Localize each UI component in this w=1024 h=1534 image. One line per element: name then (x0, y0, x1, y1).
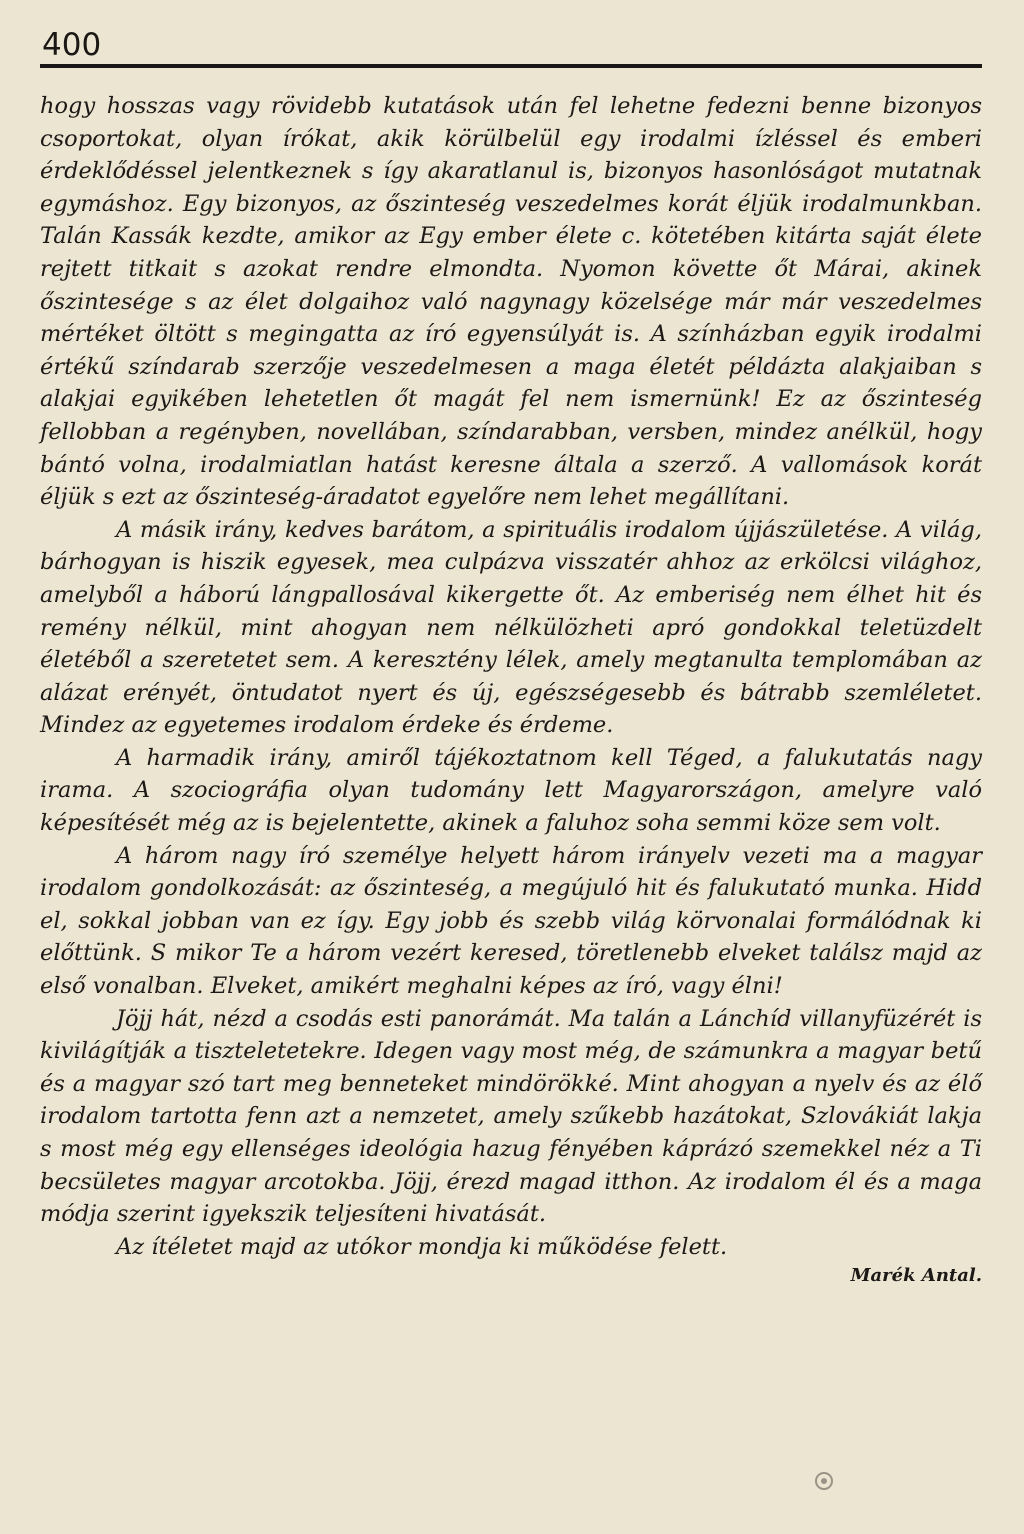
paragraph: Jöjj hát, nézd a csodás esti panorámát. Ma talán a Lánchíd villanyfüzérét is kivilágítják a tiszteletetekre. Idegen vagy most még, de számunkra a magyar betű és a magyar szó tart meg benneteket mindörökké. Mint ahogyan a nyelv és az élő irodalom tartotta fenn azt a nemzetet, amely szűkebb hazátokat, Szlovákiát lakja s most még egy ellenséges ideológia hazug fényében káprázó szemekkel néz a Ti becsületes magyar arcotokba. Jöjj, érezd magad itthon. Az irodalom él és a maga módja szerint igyekszik teljesíteni hivatását. (40, 1005, 982, 1228)
paragraph: A másik irány, kedves barátom, a spirituális irodalom újjászületése. A világ, bárhogyan is hiszik egyesek, mea culpázva visszatér ahhoz az erkölcsi világhoz, amelyből a háború lángpallosával kikergette őt. Az emberiség nem élhet hit és remény nélkül, mint ahogyan nem nélkülözheti apró gondokkal teletüzdelt életéből a szeretetet sem. A keresztény lélek, amely megtanulta templomában az alázat erényét, öntudatot nyert és új, egészségesebb és bátrabb szemléletet. Mindez az egyetemes irodalom érdeke és érdeme. (40, 516, 982, 739)
header-rule (40, 64, 982, 68)
paragraph: hogy hosszas vagy rövidebb kutatások után fel lehetne fedezni benne bizonyos csoportokat, olyan írókat, akik körülbelül egy irodalmi ízléssel és emberi érdeklődéssel jelentkeznek s így akaratlanul is, bizonyos hasonlóságot mutatnak egymáshoz. Egy bizonyos, az őszinteség veszedelmes korát éljük irodalmunkban. Talán Kassák kezdte, amikor az Egy ember élete c. kötetében kitárta saját élete rejtett titkait s azokat rendre elmondta. Nyomon követte őt Márai, akinek őszintesége s az élet dolgaihoz való nagynagy közelsége már már veszedelmes mértéket öltött s megingatta az író egyensúlyát is. A színházban egyik irodalmi értékű színdarab szerzője veszedelmesen a maga életét példázta alakjaiban s alakjai egyikében lehetetlen őt magát fel nem ismernünk! Ez az őszinteség fellobban a regényben, novellában, színdarabban, versben, mindez anélkül, hogy bántó volna, irodalmiatlan hatást keresne általa a szerző. A vallomások korát éljük s ezt az őszinteség-áradatot egyelőre nem lehet megállítani. (40, 93, 982, 511)
author-signature: Marék Antal. (850, 1265, 982, 1287)
paragraph: Az ítéletet majd az utókor mondja ki működése felett. (116, 1233, 728, 1260)
stamp-mark-icon (812, 1468, 836, 1494)
paragraph: A három nagy író személye helyett három irányelv vezeti ma a magyar irodalom gondolkozását: az őszinteség, a megújuló hit és falukutató munka. Hidd el, sokkal jobban van ez így. Egy jobb és szebb világ körvonalai formálódnak ki előttünk. S mikor Te a három vezért keresed, töretlenebb elveket találsz majd az első vonalban. Elveket, amikért meghalni képes az író, vagy élni! (40, 842, 982, 1000)
page-number: 400 (42, 27, 102, 63)
article-body (40, 90, 982, 1263)
paragraph: A harmadik irány, amiről tájékoztatnom kell Téged, a falukutatás nagy irama. A szociográfia olyan tudomány lett Magyarországon, amelyre való képesítését még az is bejelentette, akinek a faluhoz soha semmi köze sem volt. (40, 744, 982, 837)
library-stamp-mark (812, 1468, 836, 1494)
